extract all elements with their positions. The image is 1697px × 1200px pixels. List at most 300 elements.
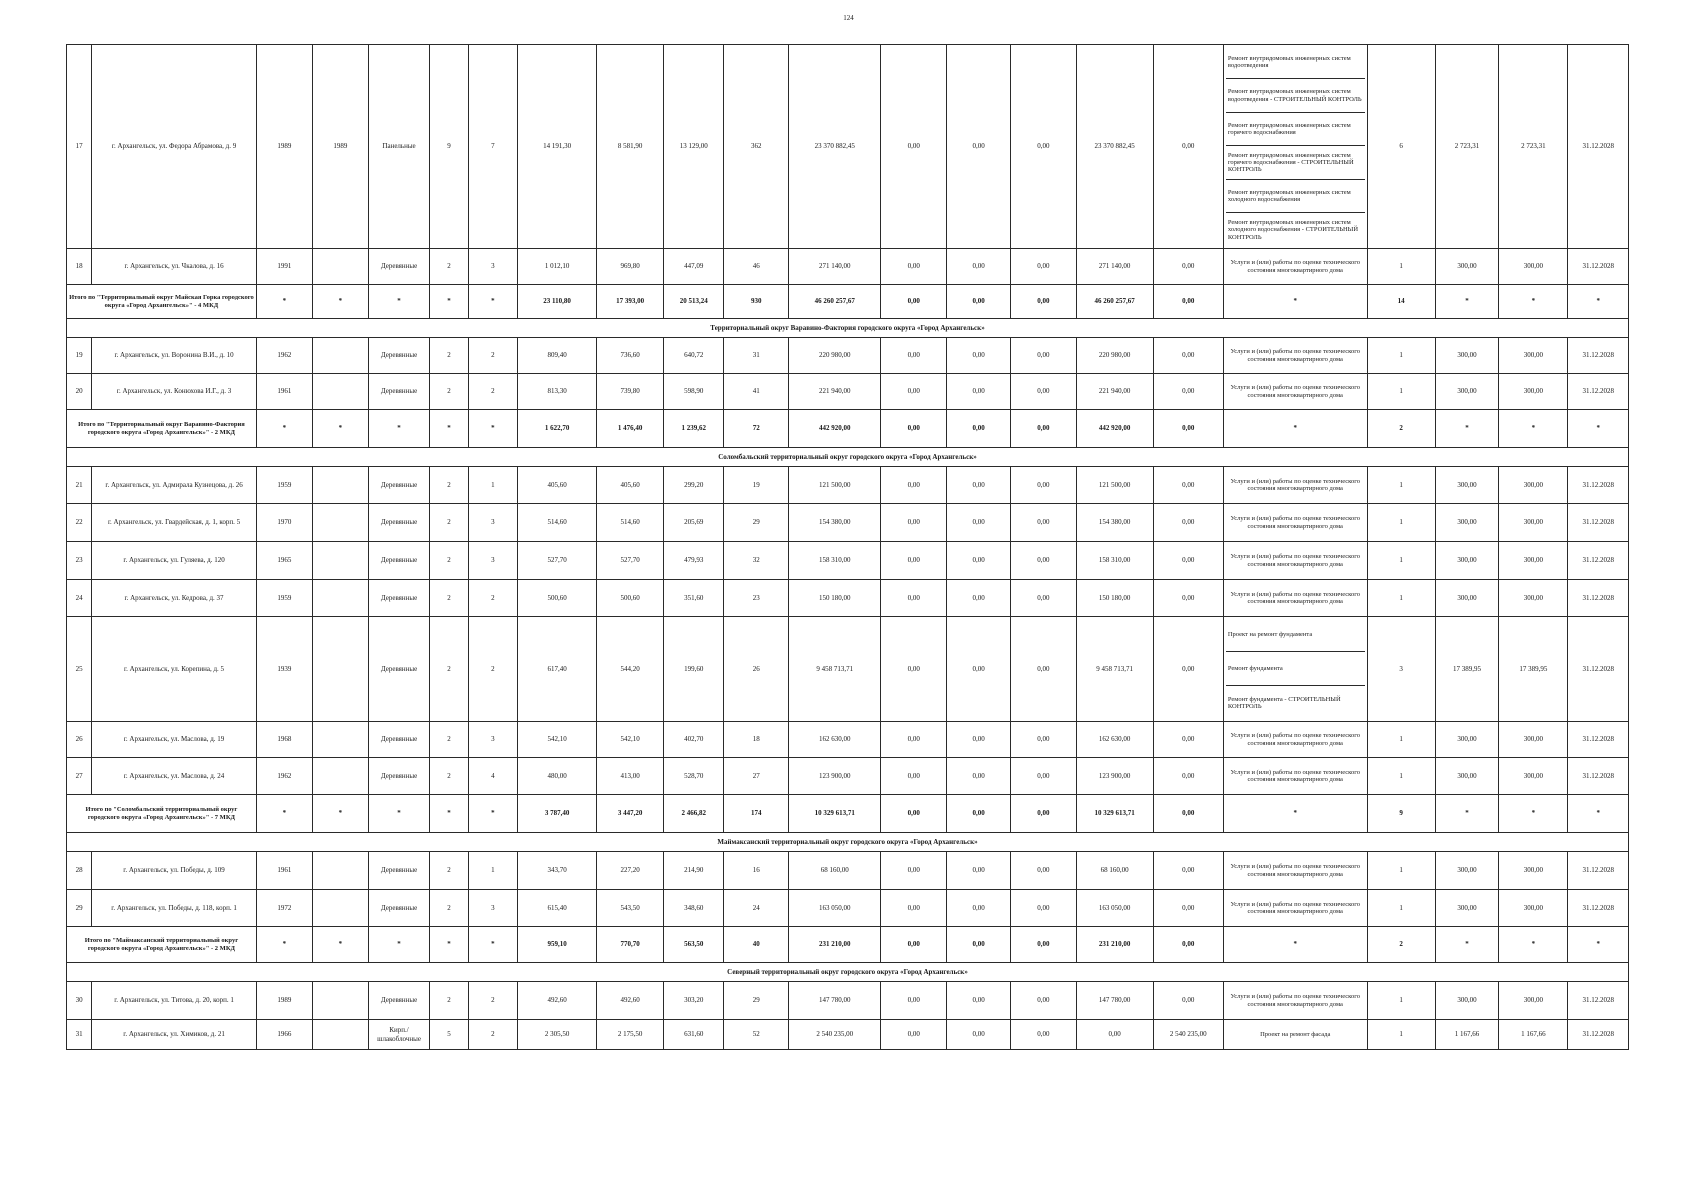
address: г. Архангельск, ул. Конюхова И.Г., д. 3 <box>92 374 257 410</box>
max-unit-cost: 300,00 <box>1499 542 1568 580</box>
entrances: 2 <box>468 338 517 374</box>
dash: * <box>468 927 517 963</box>
cost-owners: 271 140,00 <box>1076 249 1153 285</box>
section-title: Маймаксанский территориальный округ городского округа «Город Архангельск» <box>67 833 1629 852</box>
work-count: 9 <box>1367 795 1435 833</box>
work-count: 1 <box>1367 580 1435 617</box>
cost-municipal: 0,00 <box>1010 410 1076 448</box>
completion-date: 31.12.2028 <box>1568 852 1629 890</box>
cost-regional: 0,00 <box>947 410 1011 448</box>
table-row-21 <box>67 467 1629 504</box>
cost-other: 0,00 <box>1153 504 1223 542</box>
row-number: 23 <box>67 542 92 580</box>
area-total: 615,40 <box>518 890 597 927</box>
cost-owners: 158 310,00 <box>1076 542 1153 580</box>
cost-fund: 0,00 <box>881 374 947 410</box>
dash: * <box>1568 410 1629 448</box>
year-commissioned <box>312 722 368 758</box>
area-residential: 199,60 <box>664 617 724 722</box>
unit-cost: 300,00 <box>1435 467 1499 504</box>
cost-regional: 0,00 <box>947 890 1011 927</box>
table-row-24 <box>67 580 1629 617</box>
cost-fund: 0,00 <box>881 982 947 1020</box>
dash: * <box>256 795 312 833</box>
work-item: Ремонт внутридомовых инженерных систем холодного водоснабжения <box>1226 180 1365 213</box>
work-type: Проект на ремонт фасада <box>1223 1020 1367 1050</box>
completion-date: 31.12.2028 <box>1568 338 1629 374</box>
cost-regional: 0,00 <box>947 467 1011 504</box>
completion-date: 31.12.2028 <box>1568 249 1629 285</box>
year-commissioned <box>312 249 368 285</box>
year-built: 1989 <box>256 45 312 249</box>
cost-regional: 0,00 <box>947 795 1011 833</box>
cost-total: 9 458 713,71 <box>789 617 881 722</box>
residents: 18 <box>724 722 789 758</box>
dash: * <box>256 927 312 963</box>
area-residential: 447,09 <box>664 249 724 285</box>
floors: 2 <box>430 542 468 580</box>
cost-owners: 121 500,00 <box>1076 467 1153 504</box>
area-living: 544,20 <box>597 617 664 722</box>
work-item: Ремонт фундамента - СТРОИТЕЛЬНЫЙ КОНТРОЛЬ <box>1227 695 1341 710</box>
cost-total: 162 630,00 <box>789 722 881 758</box>
dash: * <box>312 285 368 319</box>
year-built: 1989 <box>256 982 312 1020</box>
work-count: 1 <box>1367 542 1435 580</box>
area-residential: 402,70 <box>664 722 724 758</box>
entrances: 3 <box>468 890 517 927</box>
dash: * <box>1568 285 1629 319</box>
cost-total: 442 920,00 <box>789 410 881 448</box>
completion-date: 31.12.2028 <box>1568 542 1629 580</box>
address: г. Архангельск, ул. Маслова, д. 19 <box>92 722 257 758</box>
cost-regional: 0,00 <box>947 580 1011 617</box>
cost-owners: 23 370 882,45 <box>1076 45 1153 249</box>
dash: * <box>1435 795 1499 833</box>
area-total: 514,60 <box>518 504 597 542</box>
cost-owners: 9 458 713,71 <box>1076 617 1153 722</box>
section-header <box>67 448 1629 467</box>
cost-fund: 0,00 <box>881 45 947 249</box>
year-commissioned <box>312 338 368 374</box>
wall-material: Кирп./шлакоблочные <box>368 1020 429 1050</box>
area-residential: 348,60 <box>664 890 724 927</box>
work-count: 1 <box>1367 758 1435 795</box>
dash: * <box>312 410 368 448</box>
area-living: 770,70 <box>597 927 664 963</box>
floors: 2 <box>430 758 468 795</box>
residents: 46 <box>724 249 789 285</box>
max-unit-cost: 300,00 <box>1499 758 1568 795</box>
completion-date: 31.12.2028 <box>1568 467 1629 504</box>
cost-regional: 0,00 <box>947 249 1011 285</box>
residents: 52 <box>724 1020 789 1050</box>
max-unit-cost: 300,00 <box>1499 722 1568 758</box>
work-item: Ремонт внутридомовых инженерных систем холодного водоснабжения - СТРОИТЕЛЬНЫЙ КОНТРОЛЬ <box>1227 219 1359 241</box>
cost-total: 68 160,00 <box>789 852 881 890</box>
wall-material: Деревянные <box>368 580 429 617</box>
unit-cost: 300,00 <box>1435 504 1499 542</box>
cost-owners: 154 380,00 <box>1076 504 1153 542</box>
residents: 19 <box>724 467 789 504</box>
work-type: Услуги и (или) работы по оценке технического состояния многоквартирного дома <box>1223 580 1367 617</box>
wall-material: Панельные <box>368 45 429 249</box>
work-count: 1 <box>1367 504 1435 542</box>
cost-owners: 442 920,00 <box>1076 410 1153 448</box>
dash: * <box>1499 410 1568 448</box>
cost-municipal: 0,00 <box>1010 580 1076 617</box>
cost-other: 0,00 <box>1153 982 1223 1020</box>
cost-other: 0,00 <box>1153 758 1223 795</box>
entrances: 2 <box>468 580 517 617</box>
work-count: 3 <box>1367 617 1435 722</box>
max-unit-cost: 300,00 <box>1499 580 1568 617</box>
work-type: Услуги и (или) работы по оценке технического состояния многоквартирного дома <box>1223 504 1367 542</box>
row-number: 19 <box>67 338 92 374</box>
area-living: 17 393,00 <box>597 285 664 319</box>
section-title: Соломбальский территориальный округ городского округа «Город Архангельск» <box>67 448 1629 467</box>
floors: 2 <box>430 580 468 617</box>
address: г. Архангельск, ул. Кедрова, д. 37 <box>92 580 257 617</box>
entrances: 3 <box>468 722 517 758</box>
max-unit-cost: 300,00 <box>1499 504 1568 542</box>
total-row-maimaksa <box>67 927 1629 963</box>
cost-municipal: 0,00 <box>1010 504 1076 542</box>
year-built: 1959 <box>256 580 312 617</box>
work-count: 1 <box>1367 249 1435 285</box>
dash: * <box>368 410 429 448</box>
dash: * <box>1499 927 1568 963</box>
cost-regional: 0,00 <box>947 927 1011 963</box>
work-type: Услуги и (или) работы по оценке технического состояния многоквартирного дома <box>1223 338 1367 374</box>
max-unit-cost: 300,00 <box>1499 852 1568 890</box>
year-commissioned <box>312 1020 368 1050</box>
row-number: 18 <box>67 249 92 285</box>
year-built: 1962 <box>256 758 312 795</box>
dash: * <box>312 927 368 963</box>
area-residential: 205,69 <box>664 504 724 542</box>
cost-fund: 0,00 <box>881 338 947 374</box>
dash: * <box>1499 285 1568 319</box>
area-residential: 563,50 <box>664 927 724 963</box>
cost-fund: 0,00 <box>881 617 947 722</box>
capital-repair-table <box>66 44 1629 1050</box>
area-total: 809,40 <box>518 338 597 374</box>
cost-regional: 0,00 <box>947 852 1011 890</box>
cost-municipal: 0,00 <box>1010 249 1076 285</box>
area-total: 23 110,80 <box>518 285 597 319</box>
work-item: Ремонт внутридомовых инженерных систем горячего водоснабжения <box>1226 113 1365 146</box>
cost-other: 0,00 <box>1153 795 1223 833</box>
row-number: 27 <box>67 758 92 795</box>
unit-cost: 300,00 <box>1435 722 1499 758</box>
completion-date: 31.12.2028 <box>1568 617 1629 722</box>
unit-cost: 300,00 <box>1435 542 1499 580</box>
dash: * <box>1223 410 1367 448</box>
table-row-22 <box>67 504 1629 542</box>
residents: 930 <box>724 285 789 319</box>
wall-material: Деревянные <box>368 467 429 504</box>
table-row-23 <box>67 542 1629 580</box>
work-count: 1 <box>1367 374 1435 410</box>
address: г. Архангельск, ул. Гуляева, д. 120 <box>92 542 257 580</box>
work-count: 6 <box>1367 45 1435 249</box>
work-type: Услуги и (или) работы по оценке технического состояния многоквартирного дома <box>1223 467 1367 504</box>
area-total: 3 787,40 <box>518 795 597 833</box>
work-count: 1 <box>1367 982 1435 1020</box>
row-number: 26 <box>67 722 92 758</box>
year-commissioned <box>312 504 368 542</box>
residents: 40 <box>724 927 789 963</box>
total-label: Итого по "Территориальный округ Майская Горка городского округа «Город Архангельск»" - 4 МКД <box>67 285 257 319</box>
area-residential: 351,60 <box>664 580 724 617</box>
table-row-20 <box>67 374 1629 410</box>
cost-total: 231 210,00 <box>789 927 881 963</box>
cost-total: 123 900,00 <box>789 758 881 795</box>
area-residential: 2 466,82 <box>664 795 724 833</box>
work-count: 2 <box>1367 927 1435 963</box>
cost-regional: 0,00 <box>947 285 1011 319</box>
table-row-27 <box>67 758 1629 795</box>
row-number: 25 <box>67 617 92 722</box>
completion-date: 31.12.2028 <box>1568 1020 1629 1050</box>
floors: 2 <box>430 504 468 542</box>
wall-material: Деревянные <box>368 504 429 542</box>
cost-fund: 0,00 <box>881 852 947 890</box>
max-unit-cost: 300,00 <box>1499 338 1568 374</box>
wall-material: Деревянные <box>368 982 429 1020</box>
area-total: 527,70 <box>518 542 597 580</box>
year-commissioned <box>312 467 368 504</box>
cost-total: 271 140,00 <box>789 249 881 285</box>
area-residential: 214,90 <box>664 852 724 890</box>
area-living: 739,80 <box>597 374 664 410</box>
entrances: 7 <box>468 45 517 249</box>
table-row-25 <box>67 617 1629 722</box>
area-residential: 640,72 <box>664 338 724 374</box>
table-row-29 <box>67 890 1629 927</box>
cost-fund: 0,00 <box>881 249 947 285</box>
cost-municipal: 0,00 <box>1010 722 1076 758</box>
section-header <box>67 319 1629 338</box>
wall-material: Деревянные <box>368 249 429 285</box>
cost-fund: 0,00 <box>881 890 947 927</box>
cost-municipal: 0,00 <box>1010 852 1076 890</box>
year-commissioned <box>312 374 368 410</box>
cost-municipal: 0,00 <box>1010 285 1076 319</box>
area-living: 527,70 <box>597 542 664 580</box>
cost-owners: 162 630,00 <box>1076 722 1153 758</box>
entrances: 2 <box>468 982 517 1020</box>
max-unit-cost: 17 389,95 <box>1499 617 1568 722</box>
work-count: 1 <box>1367 890 1435 927</box>
cost-owners: 150 180,00 <box>1076 580 1153 617</box>
area-living: 8 581,90 <box>597 45 664 249</box>
address: г. Архангельск, ул. Маслова, д. 24 <box>92 758 257 795</box>
cost-total: 154 380,00 <box>789 504 881 542</box>
cost-fund: 0,00 <box>881 722 947 758</box>
dash: * <box>312 795 368 833</box>
unit-cost: 300,00 <box>1435 758 1499 795</box>
floors: 2 <box>430 617 468 722</box>
area-living: 1 476,40 <box>597 410 664 448</box>
cost-regional: 0,00 <box>947 722 1011 758</box>
table-row-18 <box>67 249 1629 285</box>
floors: 9 <box>430 45 468 249</box>
wall-material: Деревянные <box>368 758 429 795</box>
area-total: 480,00 <box>518 758 597 795</box>
unit-cost: 300,00 <box>1435 249 1499 285</box>
cost-municipal: 0,00 <box>1010 374 1076 410</box>
dash: * <box>430 410 468 448</box>
area-residential: 20 513,24 <box>664 285 724 319</box>
area-total: 500,60 <box>518 580 597 617</box>
work-type: Услуги и (или) работы по оценке технического состояния многоквартирного дома <box>1223 374 1367 410</box>
year-commissioned <box>312 890 368 927</box>
dash: * <box>430 927 468 963</box>
address: г. Архангельск, ул. Воронина В.И., д. 10 <box>92 338 257 374</box>
residents: 26 <box>724 617 789 722</box>
work-type: Услуги и (или) работы по оценке технического состояния многоквартирного дома <box>1223 722 1367 758</box>
cost-other: 0,00 <box>1153 285 1223 319</box>
cost-municipal: 0,00 <box>1010 338 1076 374</box>
cost-regional: 0,00 <box>947 982 1011 1020</box>
cost-total: 221 940,00 <box>789 374 881 410</box>
cost-other: 0,00 <box>1153 927 1223 963</box>
floors: 2 <box>430 249 468 285</box>
cost-owners: 221 940,00 <box>1076 374 1153 410</box>
floors: 2 <box>430 374 468 410</box>
year-commissioned <box>312 617 368 722</box>
row-number: 24 <box>67 580 92 617</box>
table-row-30 <box>67 982 1629 1020</box>
cost-total: 150 180,00 <box>789 580 881 617</box>
cost-municipal: 0,00 <box>1010 795 1076 833</box>
residents: 41 <box>724 374 789 410</box>
section-header <box>67 833 1629 852</box>
area-total: 2 305,50 <box>518 1020 597 1050</box>
work-count: 1 <box>1367 722 1435 758</box>
unit-cost: 300,00 <box>1435 580 1499 617</box>
residents: 16 <box>724 852 789 890</box>
floors: 2 <box>430 722 468 758</box>
cost-other: 0,00 <box>1153 338 1223 374</box>
table-row-17 <box>67 45 1629 249</box>
cost-regional: 0,00 <box>947 45 1011 249</box>
residents: 32 <box>724 542 789 580</box>
row-number: 17 <box>67 45 92 249</box>
dash: * <box>468 285 517 319</box>
cost-regional: 0,00 <box>947 1020 1011 1050</box>
max-unit-cost: 300,00 <box>1499 249 1568 285</box>
residents: 24 <box>724 890 789 927</box>
cost-fund: 0,00 <box>881 1020 947 1050</box>
unit-cost: 1 167,66 <box>1435 1020 1499 1050</box>
entrances: 1 <box>468 852 517 890</box>
section-title: Территориальный округ Варавино-Фактория городского округа «Город Архангельск» <box>67 319 1629 338</box>
cost-other: 0,00 <box>1153 467 1223 504</box>
work-item: Ремонт фундамента <box>1226 652 1365 686</box>
cost-other: 2 540 235,00 <box>1153 1020 1223 1050</box>
cost-fund: 0,00 <box>881 795 947 833</box>
work-type: Услуги и (или) работы по оценке технического состояния многоквартирного дома <box>1223 982 1367 1020</box>
dash: * <box>1435 285 1499 319</box>
cost-total: 2 540 235,00 <box>789 1020 881 1050</box>
unit-cost: 300,00 <box>1435 374 1499 410</box>
cost-other: 0,00 <box>1153 890 1223 927</box>
total-label: Итого по "Территориальный округ Варавино-Фактория городского округа «Город Архангельск»" - 2 МКД <box>67 410 257 448</box>
cost-total: 10 329 613,71 <box>789 795 881 833</box>
work-count: 1 <box>1367 338 1435 374</box>
wall-material: Деревянные <box>368 852 429 890</box>
area-residential: 528,70 <box>664 758 724 795</box>
cost-municipal: 0,00 <box>1010 890 1076 927</box>
year-built: 1991 <box>256 249 312 285</box>
address: г. Архангельск, ул. Корепина, д. 5 <box>92 617 257 722</box>
max-unit-cost: 300,00 <box>1499 374 1568 410</box>
address: г. Архангельск, ул. Чкалова, д. 16 <box>92 249 257 285</box>
cost-regional: 0,00 <box>947 758 1011 795</box>
wall-material: Деревянные <box>368 542 429 580</box>
work-count: 1 <box>1367 852 1435 890</box>
unit-cost: 300,00 <box>1435 852 1499 890</box>
total-label: Итого по "Соломбальский территориальный округ городского округа «Город Архангельск»" - 7 МКД <box>67 795 257 833</box>
unit-cost: 300,00 <box>1435 982 1499 1020</box>
area-living: 969,80 <box>597 249 664 285</box>
year-commissioned <box>312 542 368 580</box>
unit-cost: 17 389,95 <box>1435 617 1499 722</box>
residents: 23 <box>724 580 789 617</box>
dash: * <box>430 285 468 319</box>
area-living: 2 175,50 <box>597 1020 664 1050</box>
wall-material: Деревянные <box>368 890 429 927</box>
unit-cost: 2 723,31 <box>1435 45 1499 249</box>
cost-total: 147 780,00 <box>789 982 881 1020</box>
row-number: 29 <box>67 890 92 927</box>
completion-date: 31.12.2028 <box>1568 758 1629 795</box>
table-row-26 <box>67 722 1629 758</box>
year-commissioned <box>312 852 368 890</box>
entrances: 3 <box>468 249 517 285</box>
cost-fund: 0,00 <box>881 285 947 319</box>
dash: * <box>1568 795 1629 833</box>
area-total: 405,60 <box>518 467 597 504</box>
dash: * <box>256 410 312 448</box>
section-title: Северный территориальный округ городского округа «Город Архангельск» <box>67 963 1629 982</box>
completion-date: 31.12.2028 <box>1568 504 1629 542</box>
area-living: 405,60 <box>597 467 664 504</box>
area-living: 736,60 <box>597 338 664 374</box>
year-built: 1968 <box>256 722 312 758</box>
max-unit-cost: 300,00 <box>1499 982 1568 1020</box>
total-label: Итого по "Маймаксанский территориальный округ городского округа «Город Архангельск»" - 2 МКД <box>67 927 257 963</box>
row-number: 21 <box>67 467 92 504</box>
cost-other: 0,00 <box>1153 45 1223 249</box>
floors: 2 <box>430 852 468 890</box>
area-total: 617,40 <box>518 617 597 722</box>
cost-owners: 10 329 613,71 <box>1076 795 1153 833</box>
cost-fund: 0,00 <box>881 504 947 542</box>
residents: 27 <box>724 758 789 795</box>
cost-regional: 0,00 <box>947 542 1011 580</box>
area-living: 500,60 <box>597 580 664 617</box>
completion-date: 31.12.2028 <box>1568 374 1629 410</box>
row-number: 28 <box>67 852 92 890</box>
wall-material: Деревянные <box>368 374 429 410</box>
floors: 2 <box>430 982 468 1020</box>
cost-other: 0,00 <box>1153 249 1223 285</box>
completion-date: 31.12.2028 <box>1568 580 1629 617</box>
